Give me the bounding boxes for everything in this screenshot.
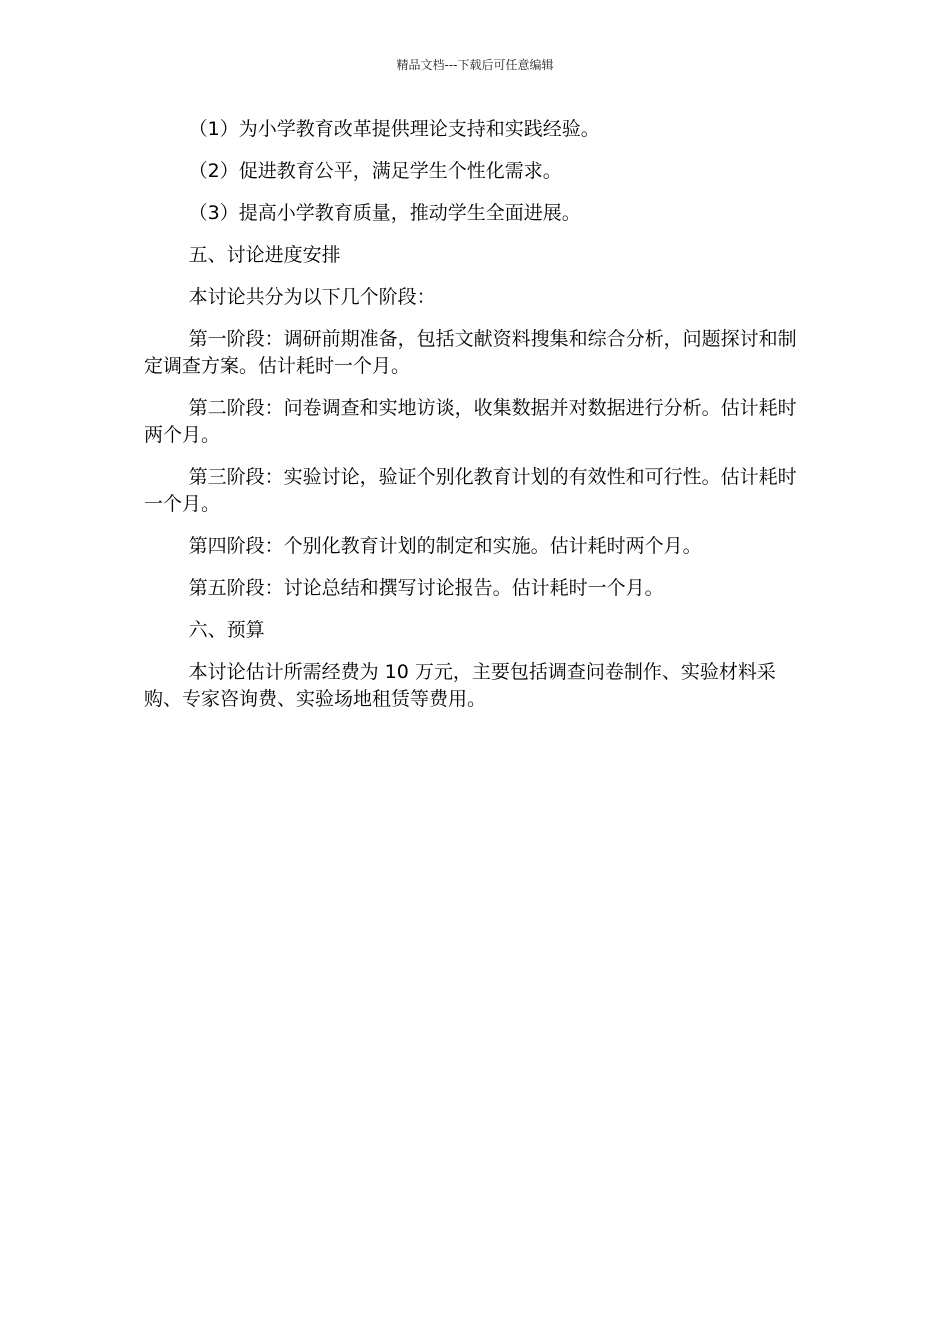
schedule-intro: 本讨论共分为以下几个阶段： xyxy=(188,286,436,308)
schedule-stage-3: 第三阶段：实验讨论，验证个别化教育计划的有效性和可行性。估计耗时一个月。 xyxy=(144,466,797,515)
document-body xyxy=(144,116,806,713)
schedule-stage-4: 第四阶段：个别化教育计划的制定和实施。估计耗时两个月。 xyxy=(188,535,702,557)
objective-item-2: （2）促进教育公平，满足学生个性化需求。 xyxy=(188,160,562,182)
section-heading-schedule: 五、讨论进度安排 xyxy=(188,244,341,266)
schedule-stage-2: 第二阶段：问卷调查和实地访谈，收集数据并对数据进行分析。估计耗时两个月。 xyxy=(144,397,797,446)
budget-paragraph: 本讨论估计所需经费为 10 万元，主要包括调查问卷制作、实验材料采购、专家咨询费、实验场地租赁等费用。 xyxy=(144,661,776,710)
section-heading-budget: 六、预算 xyxy=(188,619,265,641)
page-header: 精品文档---下载后可任意编辑 xyxy=(396,58,554,72)
schedule-stage-5: 第五阶段：讨论总结和撰写讨论报告。估计耗时一个月。 xyxy=(188,577,664,599)
objective-item-3: （3）提高小学教育质量，推动学生全面进展。 xyxy=(188,202,581,224)
schedule-stage-1: 第一阶段：调研前期准备，包括文献资料搜集和综合分析，问题探讨和制定调查方案。估计耗时一个月。 xyxy=(144,328,797,377)
objective-item-1: （1）为小学教育改革提供理论支持和实践经验。 xyxy=(188,118,600,140)
